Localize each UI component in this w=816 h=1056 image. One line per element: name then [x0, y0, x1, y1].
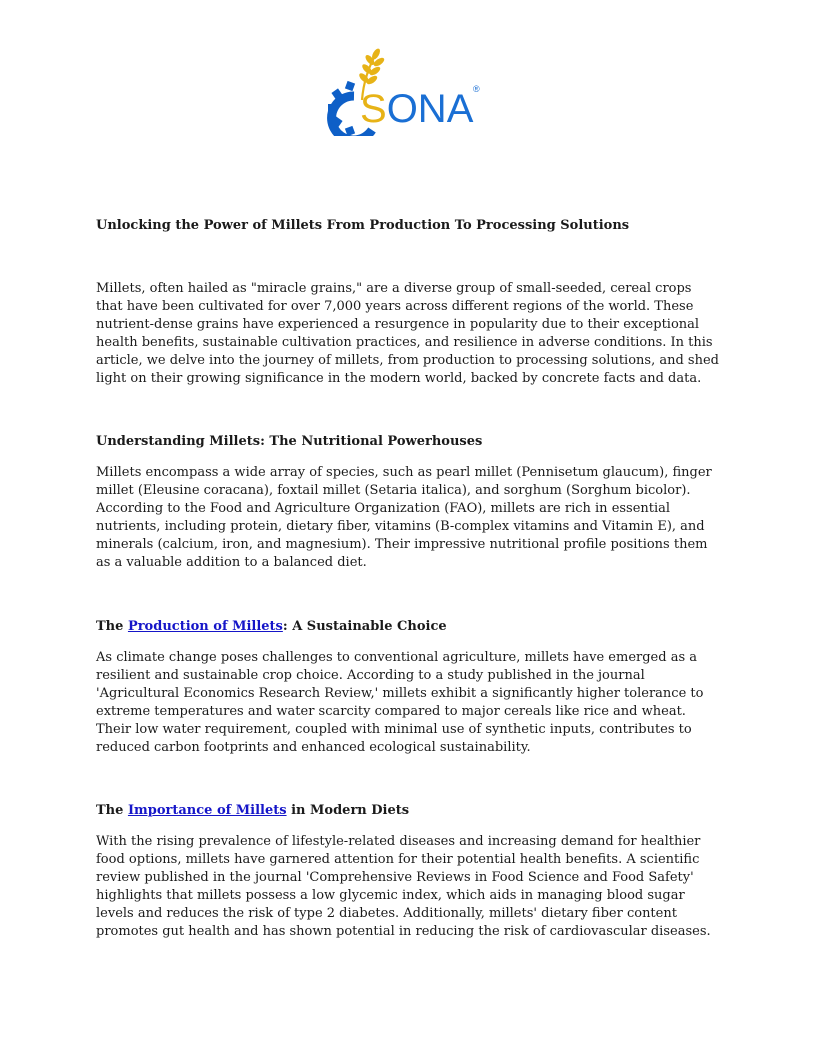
- importance-of-millets-link[interactable]: Importance of Millets: [127, 803, 287, 818]
- sona-logo: [326, 44, 490, 136]
- intro-paragraph: Millets, often hailed as "miracle grains," are a diverse group of small-seeded, cereal crops that have been cultivated for over 7,000 years across different regions of the world. These nutrient-dense grains have experienced a resurgence in popularity due to their exceptional health benefits, sustainable cultivation practices, and resilience in adverse conditions. In this article, we delve into the journey of millets, from production to processing solutions, and shed light on their growing significance in the modern world, backed by concrete facts and data.: [96, 281, 719, 386]
- section-heading-production: [96, 618, 720, 636]
- registered-mark: ®: [473, 84, 480, 94]
- heading-prefix: The: [96, 619, 128, 634]
- section-heading-importance: [96, 802, 720, 820]
- article-title: Unlocking the Power of Millets From Production To Processing Solutions: [96, 218, 630, 233]
- logo-wordmark: SONA: [360, 87, 474, 131]
- heading-prefix: The: [96, 803, 128, 818]
- section-body-importance: With the rising prevalence of lifestyle-related diseases and increasing demand for healthier food options, millets have garnered attention for their potential health benefits. A scientific review published in the journal 'Comprehensive Reviews in Food Science and Food Safety' highlights that millets possess a low glycemic index, which aids in managing blood sugar levels and reduces the risk of type 2 diabetes. Additionally, millets' dietary fiber content promotes gut health and has shown potential in reducing the risk of cardiovascular diseases.: [96, 834, 711, 939]
- production-of-millets-link[interactable]: Production of Millets: [127, 619, 283, 634]
- section-body-understanding: Millets encompass a wide array of species, such as pearl millet (Pennisetum glaucum), finger millet (Eleusine coracana), foxtail millet (Setaria italica), and sorghum (Sorghum bicolor). According to the Food and Agriculture Organization (FAO), millets are rich in essential nutrients, including protein, dietary fiber, vitamins (B-complex vitamins and Vitamin E), and minerals (calcium, iron, and magnesium). Their impressive nutritional profile positions them as a valuable addition to a balanced diet.: [96, 465, 712, 570]
- section-body-production: As climate change poses challenges to conventional agriculture, millets have emerged as a resilient and sustainable crop choice. According to a study published in the journal 'Agricultural Economics Research Review,' millets exhibit a significantly higher tolerance to extreme temperatures and water scarcity compared to major cereals like rice and wheat. Their low water requirement, coupled with minimal use of synthetic inputs, contributes to reduced carbon footprints and enhanced ecological sustainability.: [96, 650, 704, 755]
- heading-suffix: in Modern Diets: [286, 803, 410, 818]
- section-heading-understanding: Understanding Millets: The Nutritional Powerhouses: [96, 434, 483, 449]
- heading-suffix: : A Sustainable Choice: [282, 619, 447, 634]
- sona-logo-graphic: [326, 44, 490, 136]
